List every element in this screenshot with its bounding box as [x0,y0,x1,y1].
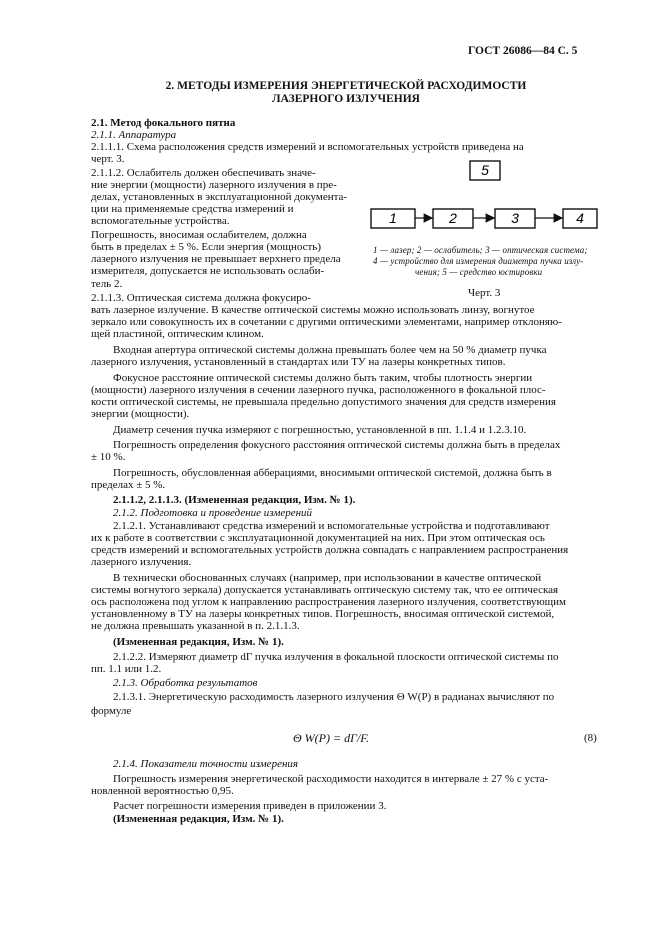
diagram-box-2 [433,209,473,228]
figure-caption-line-2: 4 — устройство для измерения диаметра пучка излу- [373,256,584,266]
item-heading: 2.1.3. Обработка результатов [113,677,258,689]
text-line: измерителя, допускается не использовать ослаби- [91,265,325,277]
text-line: щей пластиной, оптическим клином. [91,328,264,340]
text-line: Погрешность измерения энергетической расходимости находится в интервале ± 27 % с уста- [113,773,549,785]
text-line: делах, установленных в эксплуатационной документа- [91,191,348,203]
diagram-label-4: 4 [576,210,584,226]
amendment-note: 2.1.1.2, 2.1.1.3. (Измененная редакция, Изм. № 1). [113,494,356,506]
text-line: кости оптической системы, не превышала предельно допустимого значения для средств измерения [91,396,556,408]
item-heading: 2.1.4. Показатели точности измерения [113,758,299,770]
formula: Θ W(P) = dГ/F. [293,731,370,745]
figure-caption-line-3: чения; 5 — средство юстировки [415,267,543,277]
item-heading: 2.1.2. Подготовка и проведение измерений [113,507,313,519]
text-line: 2.1.2.1. Устанавливают средства измерений и вспомогательные устройства и подготавливают [113,520,550,532]
diagram-box-5 [470,161,500,180]
text-line: 2.1.1.2. Ослабитель должен обеспечивать значе- [91,167,316,179]
text-line: черт. 3. [91,153,125,165]
text-line: лазерного излучения, установленный в стандартах или ТУ на лазеры конкретных типов. [91,356,506,368]
text-line: пределах ± 5 %. [91,479,166,491]
diagram-box-3 [495,209,535,228]
subsection-heading: 2.1. Метод фокального пятна [91,117,236,129]
block-diagram [370,160,602,240]
item-heading: 2.1.1. Аппаратура [91,129,177,141]
text-line: ось расположена под углом к направлению распространения лазерного излучения, соответствующим [91,596,566,608]
text-line: ние энергии (мощности) лазерного излучения в пре- [91,179,337,191]
figure-label: Черт. 3 [468,287,501,299]
text-line: вспомогательные устройства. [91,215,230,227]
text-line: тель 2. [91,278,123,290]
page-header: ГОСТ 26086—84 С. 5 [468,45,578,57]
text-line: зеркало или совокупность их в сочетании с другими оптическими элементами, например отклоняю- [91,316,562,328]
text-line: ции на применяемые средства измерений и [91,203,294,215]
text-line: 2.1.1.1. Схема расположения средств измерений и вспомогательных устройств приведена на [91,141,524,153]
text-line: пп. 1.1 или 1.2. [91,663,162,675]
figure-caption-line-1: 1 — лазер; 2 — ослабитель; 3 — оптическая система; [373,245,588,255]
text-line: (мощности) лазерного излучения в сечении лазерного пучка, расположенного в фокальной плос- [91,384,546,396]
text-line: Погрешность, вносимая ослабителем, должна [91,229,307,241]
text-line: установленному в ТУ на лазеры конкретных типов. Погрешность, вносимая оптической системой, [91,608,555,620]
section-title-line-2: ЛАЗЕРНОГО ИЗЛУЧЕНИЯ [272,93,420,105]
diagram-label-3: 3 [511,210,519,226]
text-line: энергии (мощности). [91,408,190,420]
diagram-label-1: 1 [389,210,397,226]
text-line: Входная апертура оптической системы должна превышать более чем на 50 % диаметр пучка [113,344,547,356]
text-line: Фокусное расстояние оптической системы должно быть таким, чтобы плотность энергии [113,372,533,384]
diagram-label-2: 2 [449,210,457,226]
text-line: лазерного излучения. [91,556,192,568]
text-line: системы вогнутого зеркала) допускается устанавливать оптическую систему так, что ее оптическая [91,584,559,596]
amendment-note: (Измененная редакция, Изм. № 1). [113,813,284,825]
amendment-note: (Измененная редакция, Изм. № 1). [113,636,284,648]
text-line: их к работе в соответствии с эксплуатационной документацией на них. При этом оптическая ось [91,532,545,544]
text-line: формуле [91,705,132,717]
text-line: В технически обоснованных случаях (например, при использовании в качестве оптической [113,572,542,584]
text-line: ± 10 %. [91,451,126,463]
text-line: Погрешность определения фокусного расстояния оптической системы должна быть в пределах [113,439,561,451]
diagram-label-5: 5 [481,162,489,178]
section-title-line-1: 2. МЕТОДЫ ИЗМЕРЕНИЯ ЭНЕРГЕТИЧЕСКОЙ РАСХОДИМОСТИ [165,80,527,92]
text-line: 2.1.2.2. Измеряют диаметр dГ пучка излучения в фокальной плоскости оптической системы по [113,651,559,663]
text-line: не должна превышать указанной в п. 2.1.1.3. [91,620,300,632]
text-line: 2.1.3.1. Энергетическую расходимость лазерного излучения Θ W(P) в радианах вычисляют по [113,691,555,703]
text-line: Диаметр сечения пучка измеряют с погрешностью, установленной в пп. 1.1.4 и 1.2.3.10. [113,424,527,436]
text-line: средств измерений и вспомогательных устройств должна совпадать с направлением распространения [91,544,569,556]
text-line: Расчет погрешности измерения приведен в приложении 3. [113,800,387,812]
diagram-box-4 [563,209,597,228]
text-line: лазерного излучения не превышает верхнего предела [91,253,341,265]
text-line: новленной вероятностью 0,95. [91,785,234,797]
diagram-box-1 [371,209,415,228]
text-line: 2.1.1.3. Оптическая система должна фокусиро- [91,292,311,304]
text-line: вать лазерное излучение. В качестве оптической системы можно использовать линзу, вогнутое [91,304,535,316]
text-line: Погрешность, обусловленная абберациями, вносимыми оптической системой, должна быть в [113,467,552,479]
text-line: быть в пределах ± 5 %. Если энергия (мощность) [91,241,321,253]
formula-number: (8) [584,732,597,744]
